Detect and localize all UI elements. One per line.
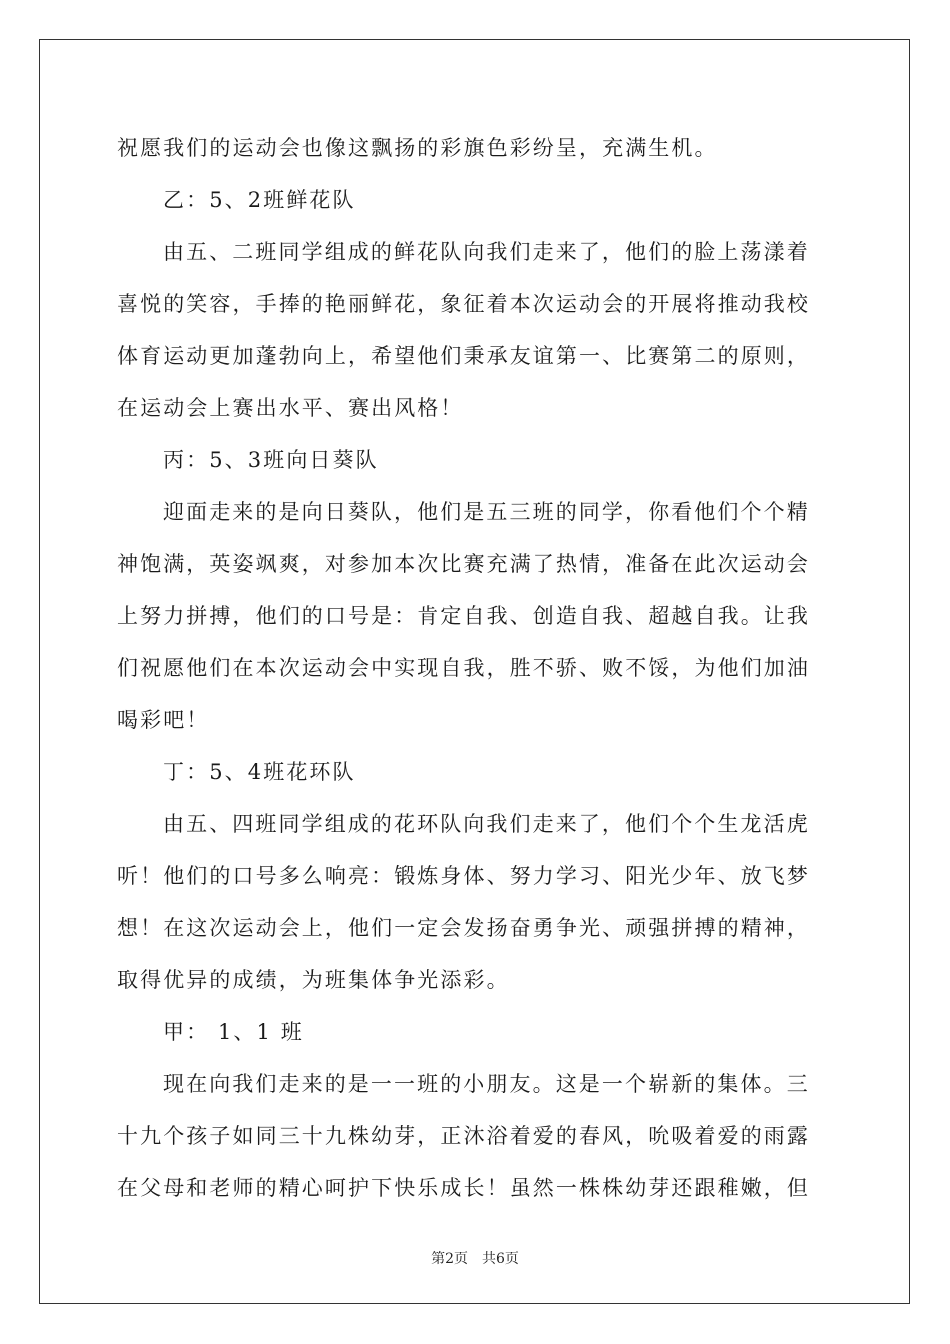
text-line: 喝彩吧！ <box>117 708 210 732</box>
text-line: 在父母和老师的精心呵护下快乐成长！虽然一株株幼芽还跟稚嫩，但 <box>117 1176 810 1200</box>
text-line: 体育运动更加蓬勃向上，希望他们秉承友谊第一、比赛第二的原则， <box>117 344 810 368</box>
text-line: 听！他们的口号多么响亮：锻炼身体、努力学习、阳光少年、放飞梦 <box>117 864 810 888</box>
text-line: 取得优异的成绩，为班集体争光添彩。 <box>117 968 510 992</box>
text-line: 想！在这次运动会上，他们一定会发扬奋勇争光、顽强拼搏的精神， <box>117 916 810 940</box>
text-line: 由五、四班同学组成的花环队向我们走来了，他们个个生龙活虎 <box>163 812 810 836</box>
text-line: 丁：5、4班花环队 <box>163 760 356 784</box>
text-line: 们祝愿他们在本次运动会中实现自我，胜不骄、败不馁，为他们加油 <box>117 656 810 680</box>
text-line: 丙：5、3班向日葵队 <box>163 448 379 472</box>
page-footer <box>0 1248 950 1268</box>
text-line: 现在向我们走来的是一一班的小朋友。这是一个崭新的集体。三 <box>163 1072 810 1096</box>
page-number: 第2页 <box>431 1251 468 1267</box>
text-line: 神饱满，英姿飒爽，对参加本次比赛充满了热情，准备在此次运动会 <box>117 552 810 576</box>
text-line: 在运动会上赛出水平、赛出风格！ <box>117 396 464 420</box>
text-line: 喜悦的笑容，手捧的艳丽鲜花，象征着本次运动会的开展将推动我校 <box>117 292 810 316</box>
text-line: 十九个孩子如同三十九株幼芽，正沐浴着爱的春风，吮吸着爱的雨露 <box>117 1124 810 1148</box>
text-line: 祝愿我们的运动会也像这飘扬的彩旗色彩纷呈，充满生机。 <box>117 136 718 160</box>
text-line: 由五、二班同学组成的鲜花队向我们走来了，他们的脸上荡漾着 <box>163 240 810 264</box>
total-pages: 共6页 <box>482 1251 519 1267</box>
text-line: 迎面走来的是向日葵队，他们是五三班的同学，你看他们个个精 <box>163 500 810 524</box>
document-body <box>117 130 837 1222</box>
text-line: 上努力拼搏，他们的口号是：肯定自我、创造自我、超越自我。让我 <box>117 604 810 628</box>
text-line: 乙：5、2班鲜花队 <box>163 188 356 212</box>
text-line: 甲： 1、1 班 <box>163 1020 304 1044</box>
